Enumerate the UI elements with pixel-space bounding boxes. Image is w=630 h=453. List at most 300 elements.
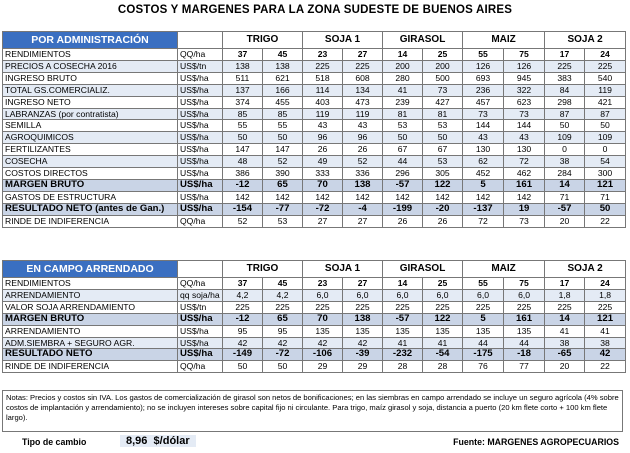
cell-value: 75 — [504, 278, 545, 290]
rented-field-table — [2, 260, 626, 373]
cell-value: 126 — [463, 60, 504, 72]
cell-value: 147 — [223, 144, 263, 156]
row-unit: US$/ha — [178, 313, 223, 325]
row-label: TOTAL GS.COMERCIALIZ. — [3, 84, 178, 96]
cell-value: 14 — [545, 179, 585, 191]
cell-value: 142 — [303, 191, 343, 203]
cell-value: 142 — [263, 191, 303, 203]
cell-value: 50 — [585, 120, 626, 132]
table-row — [3, 203, 626, 215]
cell-value: 114 — [303, 84, 343, 96]
cell-value: 53 — [423, 120, 463, 132]
section-title: EN CAMPO ARRENDADO — [3, 261, 178, 278]
cell-value: 96 — [303, 132, 343, 144]
cell-value: 119 — [343, 108, 383, 120]
cell-value: 540 — [585, 72, 626, 84]
cell-value: -149 — [223, 349, 263, 361]
cell-value: 135 — [423, 325, 463, 337]
cell-value: 42 — [303, 337, 343, 349]
cell-value: 22 — [585, 215, 626, 227]
cell-value: 17 — [545, 278, 585, 290]
cell-value: 85 — [263, 108, 303, 120]
cell-value: 134 — [343, 84, 383, 96]
cell-value: -65 — [545, 349, 585, 361]
cell-value: 19 — [504, 203, 545, 215]
exchange-rate-value — [120, 435, 196, 447]
cell-value: 48 — [223, 156, 263, 168]
row-label: VALOR SOJA ARRENDAMIENTO — [3, 301, 178, 313]
cell-value: 135 — [303, 325, 343, 337]
cell-value: 225 — [504, 301, 545, 313]
cell-value: 43 — [463, 132, 504, 144]
cell-value: 81 — [383, 108, 423, 120]
table-row — [3, 191, 626, 203]
cell-value: 142 — [463, 191, 504, 203]
row-label: GASTOS DE ESTRUCTURA — [3, 191, 178, 203]
cell-value: 109 — [545, 132, 585, 144]
cell-value: 473 — [343, 96, 383, 108]
section-title: POR ADMINISTRACIÓN — [3, 32, 178, 49]
cell-value: 122 — [423, 313, 463, 325]
cell-value: 24 — [585, 278, 626, 290]
row-unit: QQ/ha — [178, 49, 223, 61]
cell-value: 6,0 — [303, 289, 343, 301]
cell-value: 225 — [545, 301, 585, 313]
table-row — [3, 337, 626, 349]
cell-value: 43 — [504, 132, 545, 144]
table-row — [3, 289, 626, 301]
cell-value: 77 — [504, 361, 545, 373]
row-label: RINDE DE INDIFERENCIA — [3, 361, 178, 373]
cell-value: 0 — [545, 144, 585, 156]
cell-value: 26 — [423, 215, 463, 227]
row-unit: US$/ha — [178, 120, 223, 132]
cell-value: 305 — [423, 168, 463, 180]
cell-value: 27 — [343, 215, 383, 227]
row-label: COSTOS DIRECTOS — [3, 168, 178, 180]
cell-value: 462 — [504, 168, 545, 180]
row-unit: US$/ha — [178, 179, 223, 191]
cell-value: -57 — [545, 203, 585, 215]
cell-value: -57 — [383, 179, 423, 191]
cell-value: 52 — [223, 215, 263, 227]
cell-value: 225 — [343, 301, 383, 313]
cell-value: 452 — [463, 168, 504, 180]
table-row — [3, 179, 626, 191]
cell-value: 138 — [343, 179, 383, 191]
cell-value: 29 — [343, 361, 383, 373]
cell-value: 50 — [263, 361, 303, 373]
cell-value: 6,0 — [383, 289, 423, 301]
cell-value: 28 — [383, 361, 423, 373]
cell-value: 43 — [343, 120, 383, 132]
cell-value: 42 — [343, 337, 383, 349]
row-label: MARGEN BRUTO — [3, 179, 178, 191]
cell-value: 49 — [303, 156, 343, 168]
cell-value: 20 — [545, 215, 585, 227]
cell-value: 43 — [303, 120, 343, 132]
cell-value: 144 — [463, 120, 504, 132]
row-unit: US$/ha — [178, 84, 223, 96]
cell-value: 71 — [545, 191, 585, 203]
cell-value: 166 — [263, 84, 303, 96]
cell-value: 81 — [423, 108, 463, 120]
cell-value: 333 — [303, 168, 343, 180]
cell-value: 225 — [343, 60, 383, 72]
cell-value: 126 — [504, 60, 545, 72]
cell-value: 53 — [263, 215, 303, 227]
cell-value: 52 — [263, 156, 303, 168]
table-row — [3, 325, 626, 337]
cell-value: 142 — [223, 191, 263, 203]
cell-value: 70 — [303, 179, 343, 191]
cell-value: 50 — [585, 203, 626, 215]
cell-value: 1,8 — [585, 289, 626, 301]
cell-value: 621 — [263, 72, 303, 84]
cell-value: -20 — [423, 203, 463, 215]
cell-value: -232 — [383, 349, 423, 361]
section-header-row — [3, 261, 626, 278]
table-row — [3, 278, 626, 290]
cell-value: 225 — [383, 301, 423, 313]
row-unit: US$/ha — [178, 108, 223, 120]
cell-value: 53 — [423, 156, 463, 168]
cell-value: 455 — [263, 96, 303, 108]
cell-value: 55 — [223, 120, 263, 132]
cell-value: 142 — [383, 191, 423, 203]
cell-value: 135 — [383, 325, 423, 337]
cell-value: 17 — [545, 49, 585, 61]
cell-value: 85 — [223, 108, 263, 120]
cell-value: 50 — [223, 132, 263, 144]
cell-value: 225 — [463, 301, 504, 313]
cell-value: 142 — [504, 191, 545, 203]
table-row — [3, 361, 626, 373]
cell-value: 72 — [463, 215, 504, 227]
crop-header: GIRASOL — [383, 32, 463, 49]
row-unit: US$/ha — [178, 132, 223, 144]
cell-value: 38 — [545, 156, 585, 168]
row-label: LABRANZAS (por contratista) — [3, 108, 178, 120]
crop-header: TRIGO — [223, 261, 303, 278]
cell-value: 280 — [383, 72, 423, 84]
cell-value: 26 — [343, 144, 383, 156]
cell-value: -39 — [343, 349, 383, 361]
cell-value: 500 — [423, 72, 463, 84]
cell-value: 50 — [545, 120, 585, 132]
cell-value: 27 — [343, 49, 383, 61]
cell-value: 54 — [585, 156, 626, 168]
row-label: ARRENDAMIENTO — [3, 325, 178, 337]
cell-value: 225 — [585, 60, 626, 72]
cell-value: 225 — [423, 301, 463, 313]
exchange-rate-label: Tipo de cambio — [22, 437, 87, 447]
cell-value: 37 — [223, 278, 263, 290]
cell-value: 44 — [463, 337, 504, 349]
table-row — [3, 144, 626, 156]
cell-value: 14 — [383, 49, 423, 61]
cell-value: 42 — [585, 349, 626, 361]
cell-value: 119 — [303, 108, 343, 120]
cell-value: -199 — [383, 203, 423, 215]
crop-header: MAIZ — [463, 261, 545, 278]
cell-value: 23 — [303, 49, 343, 61]
cell-value: 41 — [383, 84, 423, 96]
cell-value: 87 — [585, 108, 626, 120]
cell-value: 200 — [423, 60, 463, 72]
cell-value: 41 — [383, 337, 423, 349]
cell-value: 84 — [545, 84, 585, 96]
cell-value: 427 — [423, 96, 463, 108]
row-unit: QQ/ha — [178, 278, 223, 290]
cell-value: -154 — [223, 203, 263, 215]
cell-value: 73 — [423, 84, 463, 96]
cell-value: 130 — [504, 144, 545, 156]
table-row — [3, 313, 626, 325]
cell-value: 147 — [263, 144, 303, 156]
cell-value: 336 — [343, 168, 383, 180]
cell-value: 137 — [223, 84, 263, 96]
cell-value: 37 — [223, 49, 263, 61]
cell-value: 6,0 — [463, 289, 504, 301]
cell-value: -12 — [223, 313, 263, 325]
cell-value: -4 — [343, 203, 383, 215]
cell-value: 62 — [463, 156, 504, 168]
footer — [2, 436, 625, 450]
row-label: PRECIOS A COSECHA 2016 — [3, 60, 178, 72]
cell-value: 225 — [223, 301, 263, 313]
row-unit: QQ/ha — [178, 361, 223, 373]
cell-value: 4,2 — [263, 289, 303, 301]
cell-value: 41 — [423, 337, 463, 349]
cell-value: 75 — [504, 49, 545, 61]
cell-value: 623 — [504, 96, 545, 108]
row-label: ADM.SIEMBRA + SEGURO AGR. — [3, 337, 178, 349]
cell-value: 122 — [423, 179, 463, 191]
notes-box: Notas: Precios y costos sin IVA. Los gastos de comercialización de girasol son netos de bonificaciones; en las siembras en campo arrendado se incluye un seguro agrícola (4% sobre costos de implantación y arrendamiento); no se incluyen intereses sobre capital fijo ni circulante. Para trigo, maíz girasol y soja, distancia a puerto (20 km flete corto + 100 km flete largo). — [2, 390, 623, 432]
table-row — [3, 60, 626, 72]
table-row — [3, 49, 626, 61]
crop-header: SOJA 2 — [545, 261, 626, 278]
cell-value: 693 — [463, 72, 504, 84]
source-note: Fuente: MARGENES AGROPECUARIOS — [453, 437, 619, 447]
cell-value: 55 — [463, 278, 504, 290]
cell-value: 390 — [263, 168, 303, 180]
row-unit: US$/ha — [178, 72, 223, 84]
row-label: RENDIMIENTOS — [3, 278, 178, 290]
row-unit: US$/tn — [178, 60, 223, 72]
cell-value: -175 — [463, 349, 504, 361]
cell-value: -57 — [383, 313, 423, 325]
cell-value: 53 — [383, 120, 423, 132]
cell-value: 38 — [545, 337, 585, 349]
cell-value: 121 — [585, 313, 626, 325]
cell-value: 945 — [504, 72, 545, 84]
row-unit: US$/tn — [178, 301, 223, 313]
cell-value: 26 — [303, 144, 343, 156]
table-row — [3, 301, 626, 313]
cell-value: 73 — [504, 108, 545, 120]
row-unit: US$/ha — [178, 349, 223, 361]
cell-value: 24 — [585, 49, 626, 61]
cell-value: -72 — [303, 203, 343, 215]
cell-value: 138 — [343, 313, 383, 325]
cell-value: -12 — [223, 179, 263, 191]
row-label: INGRESO NETO — [3, 96, 178, 108]
cell-value: 6,0 — [423, 289, 463, 301]
table-row — [3, 84, 626, 96]
cell-value: 44 — [383, 156, 423, 168]
cell-value: 225 — [545, 60, 585, 72]
cell-value: 26 — [383, 215, 423, 227]
cell-value: 5 — [463, 179, 504, 191]
cell-value: 50 — [223, 361, 263, 373]
cell-value: 511 — [223, 72, 263, 84]
cell-value: 42 — [223, 337, 263, 349]
cell-value: 374 — [223, 96, 263, 108]
cell-value: 300 — [585, 168, 626, 180]
table-row — [3, 132, 626, 144]
cell-value: 144 — [504, 120, 545, 132]
cell-value: 76 — [463, 361, 504, 373]
header-spacer — [178, 32, 223, 49]
cell-value: 41 — [585, 325, 626, 337]
cell-value: 96 — [343, 132, 383, 144]
cell-value: 135 — [504, 325, 545, 337]
table-row — [3, 349, 626, 361]
table-row — [3, 120, 626, 132]
row-unit: QQ/ha — [178, 215, 223, 227]
cell-value: 284 — [545, 168, 585, 180]
cell-value: 4,2 — [223, 289, 263, 301]
cell-value: 52 — [343, 156, 383, 168]
table-row — [3, 215, 626, 227]
crop-header: SOJA 1 — [303, 32, 383, 49]
cell-value: 25 — [423, 49, 463, 61]
exchange-rate-number: 8,96 — [126, 435, 148, 447]
cell-value: -72 — [263, 349, 303, 361]
row-label: ARRENDAMIENTO — [3, 289, 178, 301]
cell-value: 135 — [463, 325, 504, 337]
cell-value: 161 — [504, 313, 545, 325]
cell-value: 45 — [263, 49, 303, 61]
cell-value: 130 — [463, 144, 504, 156]
cell-value: 67 — [383, 144, 423, 156]
cell-value: 55 — [263, 120, 303, 132]
row-unit: US$/ha — [178, 337, 223, 349]
row-unit: US$/ha — [178, 168, 223, 180]
cell-value: -137 — [463, 203, 504, 215]
cell-value: 403 — [303, 96, 343, 108]
cell-value: 225 — [303, 301, 343, 313]
cell-value: 27 — [303, 215, 343, 227]
cell-value: 239 — [383, 96, 423, 108]
row-label: MARGEN BRUTO — [3, 313, 178, 325]
cell-value: 138 — [223, 60, 263, 72]
crop-header: GIRASOL — [383, 261, 463, 278]
cell-value: 142 — [423, 191, 463, 203]
cell-value: 109 — [585, 132, 626, 144]
cell-value: 135 — [343, 325, 383, 337]
row-unit: US$/ha — [178, 144, 223, 156]
row-label: SEMILLA — [3, 120, 178, 132]
crop-header: SOJA 1 — [303, 261, 383, 278]
cell-value: 5 — [463, 313, 504, 325]
row-unit: US$/ha — [178, 325, 223, 337]
cell-value: 421 — [585, 96, 626, 108]
row-unit: US$/ha — [178, 156, 223, 168]
administration-table — [2, 31, 626, 228]
row-label: INGRESO BRUTO — [3, 72, 178, 84]
cell-value: 121 — [585, 179, 626, 191]
cell-value: 225 — [585, 301, 626, 313]
cell-value: 296 — [383, 168, 423, 180]
cell-value: 6,0 — [343, 289, 383, 301]
cell-value: 95 — [263, 325, 303, 337]
cell-value: 383 — [545, 72, 585, 84]
row-label: RENDIMIENTOS — [3, 49, 178, 61]
crop-header: MAIZ — [463, 32, 545, 49]
cell-value: 50 — [383, 132, 423, 144]
cell-value: 608 — [343, 72, 383, 84]
cell-value: 518 — [303, 72, 343, 84]
cell-value: 71 — [585, 191, 626, 203]
row-label: RINDE DE INDIFERENCIA — [3, 215, 178, 227]
row-label: RESULTADO NETO (antes de Gan.) — [3, 203, 178, 215]
cell-value: 29 — [303, 361, 343, 373]
cell-value: 0 — [585, 144, 626, 156]
cell-value: 65 — [263, 313, 303, 325]
cell-value: 142 — [343, 191, 383, 203]
cell-value: 87 — [545, 108, 585, 120]
cell-value: 28 — [423, 361, 463, 373]
cell-value: 95 — [223, 325, 263, 337]
cell-value: 73 — [463, 108, 504, 120]
row-label: FERTILIZANTES — [3, 144, 178, 156]
row-unit: qq soja/ha — [178, 289, 223, 301]
cell-value: 138 — [263, 60, 303, 72]
cell-value: 50 — [423, 132, 463, 144]
cell-value: 73 — [504, 215, 545, 227]
cell-value: -54 — [423, 349, 463, 361]
table-row — [3, 72, 626, 84]
cell-value: 225 — [263, 301, 303, 313]
cell-value: 27 — [343, 278, 383, 290]
cell-value: 42 — [263, 337, 303, 349]
cell-value: 386 — [223, 168, 263, 180]
crop-header: SOJA 2 — [545, 32, 626, 49]
cell-value: 65 — [263, 179, 303, 191]
cell-value: 236 — [463, 84, 504, 96]
cell-value: 38 — [585, 337, 626, 349]
cell-value: 55 — [463, 49, 504, 61]
cell-value: 457 — [463, 96, 504, 108]
table-row — [3, 108, 626, 120]
row-unit: US$/ha — [178, 191, 223, 203]
exchange-rate-unit: $/dólar — [153, 435, 190, 447]
cell-value: 20 — [545, 361, 585, 373]
table-row — [3, 168, 626, 180]
cell-value: 6,0 — [504, 289, 545, 301]
row-label: RESULTADO NETO — [3, 349, 178, 361]
cell-value: 72 — [504, 156, 545, 168]
table-row — [3, 96, 626, 108]
row-label: COSECHA — [3, 156, 178, 168]
cell-value: 41 — [545, 325, 585, 337]
cell-value: 25 — [423, 278, 463, 290]
cell-value: 322 — [504, 84, 545, 96]
cell-value: 50 — [263, 132, 303, 144]
